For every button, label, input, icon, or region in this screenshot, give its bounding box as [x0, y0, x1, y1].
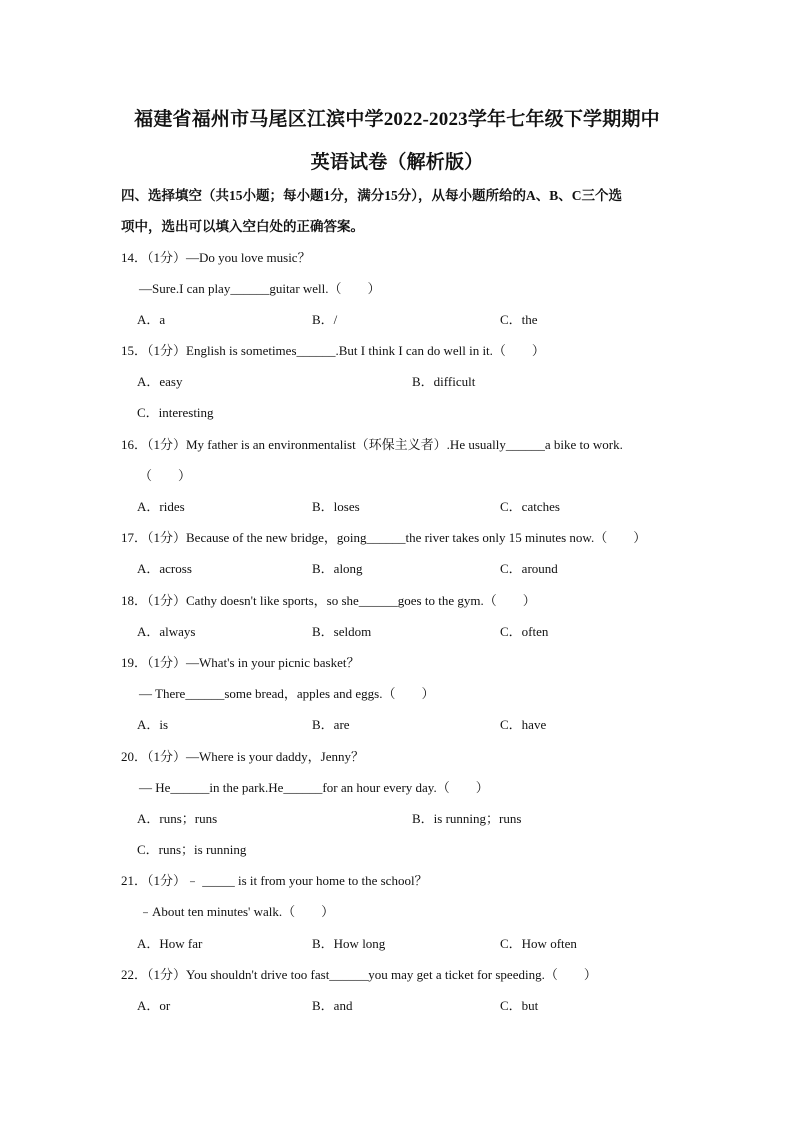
question-18-option-c: C．often: [500, 624, 549, 639]
question-21-option-b: B．How long: [312, 936, 386, 951]
question-22-option-b: B．and: [312, 998, 353, 1013]
question-16-option-a: A．rides: [137, 499, 185, 514]
question-21-option-c: C．How often: [500, 936, 577, 951]
question-22-option-a: A．or: [137, 998, 171, 1013]
exam-title-line-1: 福建省福州市马尾区江滨中学2022-2023学年七年级下学期期中: [134, 109, 660, 130]
section-heading-line-1: 四、选择填空（共15小题；每小题1分，满分15分），从每小题所给的A、B、C三个选: [121, 188, 623, 203]
question-17-option-b: B．along: [312, 561, 363, 576]
question-14-option-b: B．/: [312, 312, 338, 327]
question-20-stem: 20．（1分）—Where is your daddy，Jenny？: [121, 749, 364, 764]
question-20-option-c: C．runs；is running: [137, 842, 247, 857]
question-15-option-b: B．difficult: [412, 374, 476, 389]
question-17-option-a: A．across: [137, 561, 192, 576]
question-16-stem: 16．（1分）My father is an environmentalist（环保主义者）.He usually______a bike to work.: [121, 437, 623, 452]
question-16-option-c: C．catches: [500, 499, 560, 514]
question-14-stem-2: —Sure.I can play______guitar well.（ ）: [139, 281, 381, 296]
section-heading-line-2: 项中，选出可以填入空白处的正确答案。: [121, 219, 364, 234]
question-14-option-a: A．a: [137, 312, 166, 327]
question-22-stem: 22．（1分）You shouldn't drive too fast______you may get a ticket for speeding.（ ）: [121, 967, 597, 982]
question-20-option-a: A．runs；runs: [137, 811, 218, 826]
question-19-option-a: A．is: [137, 717, 169, 732]
question-14-option-c: C．the: [500, 312, 538, 327]
question-20-option-b: B．is running；runs: [412, 811, 522, 826]
question-18-option-b: B．seldom: [312, 624, 372, 639]
exam-title-line-2: 英语试卷（解析版）: [310, 152, 484, 173]
question-21-option-a: A．How far: [137, 936, 203, 951]
question-19-stem: 19．（1分）—What's in your picnic basket？: [121, 655, 360, 670]
question-19-option-c: C．have: [500, 717, 547, 732]
question-19-option-b: B．are: [312, 717, 350, 732]
question-17-stem: 17．（1分）Because of the new bridge，going______the river takes only 15 minutes now.（ ）: [121, 530, 647, 545]
question-16-stem-2: （ ）: [139, 468, 192, 483]
question-19-stem-2: — There______some bread，apples and eggs.（ ）: [139, 686, 435, 701]
question-22-option-c: C．but: [500, 998, 539, 1013]
question-16-option-b: B．loses: [312, 499, 360, 514]
question-15-option-a: A．easy: [137, 374, 183, 389]
question-18-stem: 18．（1分）Cathy doesn't like sports，so she______goes to the gym.（ ）: [121, 593, 536, 608]
question-21-stem: 21．（1分）﹣ _____ is it from your home to the school？: [121, 873, 428, 888]
question-20-stem-2: — He______in the park.He______for an hour every day.（ ）: [139, 780, 489, 795]
question-18-option-a: A．always: [137, 624, 196, 639]
question-15-stem: 15．（1分）English is sometimes______.But I think I can do well in it.（ ）: [121, 343, 545, 358]
question-14-stem: 14．（1分）—Do you love music？: [121, 250, 311, 265]
question-15-option-c: C．interesting: [137, 405, 214, 420]
question-17-option-c: C．around: [500, 561, 558, 576]
question-21-stem-2: ﹣About ten minutes' walk.（ ）: [139, 904, 335, 919]
